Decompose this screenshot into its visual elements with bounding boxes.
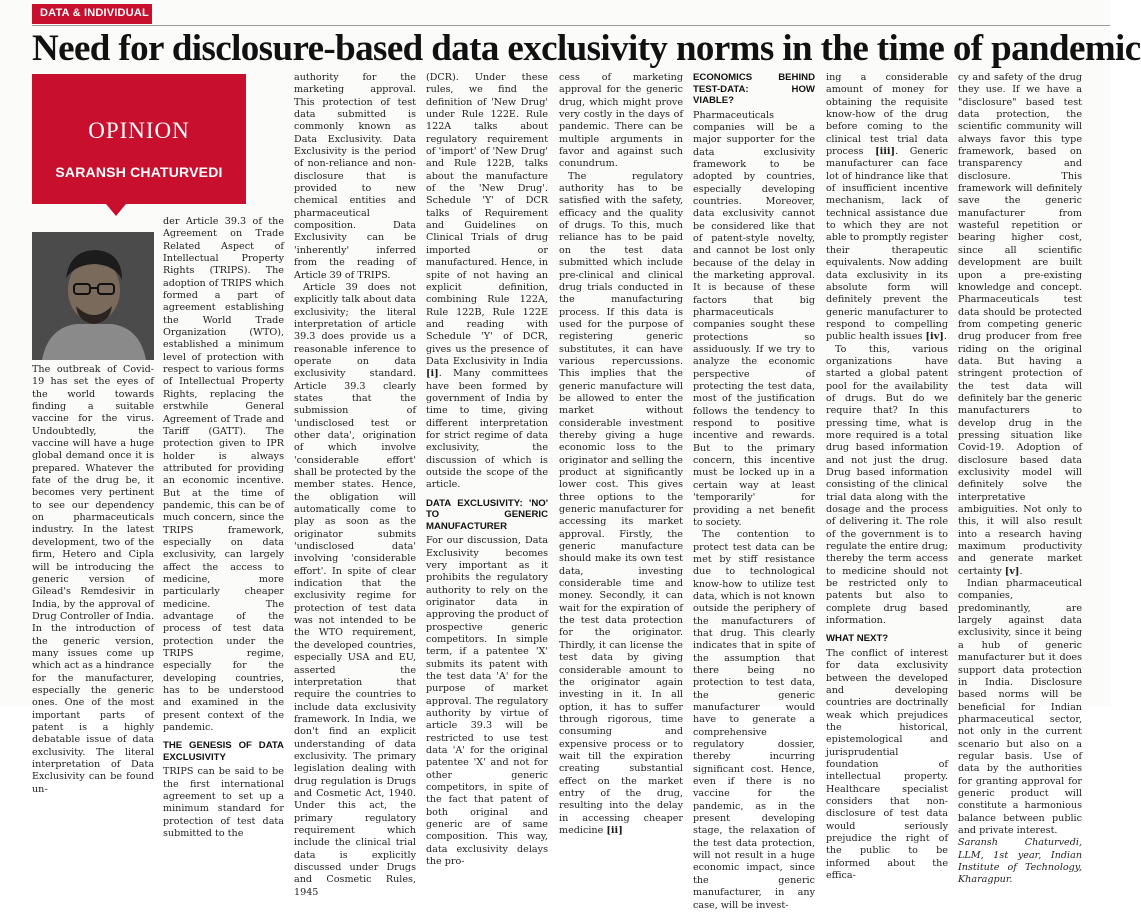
footnote-ref: [ii] xyxy=(606,824,623,836)
paragraph: Pharmaceuticals companies will be a major supporter for the data exclusivity framework to be adopted by countries, especially developing countries. Moreover, data exclusivity cannot be considered like that of patent-style novelty, and cannot be lost only because of the delay in the marketing approval. It is because of these factors that big pharmaceuticals companies sought these protections so assiduously. If we try to analyze the economic perspective of protecting the test data, most of the justification follows the tendency to respond to positive incentive and rewards. But to the primary concern, this incentive must be locked up in a certain way at least 'temporarily' for providing a net benefit to society. xyxy=(693,109,815,528)
paragraph: cess of marketing approval for the generic drug, which might prove very costly in the days of pandemic. There can be multiple arguments in favor and against such conundrum. xyxy=(559,72,683,170)
paragraph: The contention to protect test data can be met by stiff resistance due to technological know-how to utilize test data, which is not known outside the periphery of the manufacturers of that drug. This clearly indicates that in spite of the assumption that there being no protection to test data, the generic manufacturer would have to generate a comprehensive regulatory dossier, thereby incurring significant cost. Hence, even if there is no vaccine for the pandemic, as in the present developing stage, the relaxation of the test data protection, will not result in a huge economic impact, since the generic manufacturer, in any case, will be invest- xyxy=(693,529,815,911)
author-signature: Saransh Chaturvedi, LLM, 1st year, Indian Institute of Technology, Kharagpur. xyxy=(958,837,1082,886)
paragraph xyxy=(559,171,683,838)
column-5 xyxy=(559,72,683,836)
author-photo xyxy=(32,232,154,360)
paragraph: der Article 39.3 of the Agreement on Trade Related Aspect of Intellectual Property Rights (TRIPS). The adoption of TRIPS which formed a part of agreement establishing the World Trade Organization (WTO), established a minimum level of protection with respect to various forms of Intellectual Property Rights, replacing the erstwhile General Agreement of Trade and Tariff (GATT). The protection given to IPR holder is always attributed for providing an economic incentive. But at the time of pandemic, this can be of much concern, since the TRIPS framework, especially on data exclusivity, can largely affect the access to medicine, more particularly cheaper medicine. The advantage of the process of test data protection under the TRIPS regime, especially for the developing countries, has to be understood and examined in the present context of the pandemic. xyxy=(163,216,284,734)
section-tag: DATA & INDIVIDUAL xyxy=(32,4,152,24)
subheading: THE GENESIS OF DATA EXCLUSIVITY xyxy=(163,740,284,763)
author-byline: SARANSH CHATURVEDI xyxy=(55,164,223,180)
column-1 xyxy=(32,364,154,795)
paragraph-text: (DCR). Under these rules, we find the definition of 'New Drug' under Rule 122E. Rule 122A talks about regulatory requirement of 'import' of 'New Drug' and Rule 122B, talks about the manufacture of the 'New Drug'. Schedule 'Y' of DCR talks of Requirement and Guidelines on Clinical Trials of drug imported or manufactured. Hence, in spite of not having an explicit definition, combining Rule 122A, Rule 122B, Rule 122E and reading with Schedule 'Y' of DCR, gives us the presence of Data Exclusivity in India xyxy=(426,72,548,367)
column-7 xyxy=(826,72,948,882)
column-3 xyxy=(294,72,416,898)
top-rule xyxy=(32,25,1110,26)
subheading: ECONOMICS BEHIND TEST-DATA: HOW VIABLE? xyxy=(693,72,815,106)
opinion-label: OPINION xyxy=(88,118,190,143)
paragraph: TRIPS can be said to be the first international agreement to set up a minimum standard for protection of test data submitted to the xyxy=(163,766,284,840)
opinion-box-pointer xyxy=(106,204,126,216)
footnote-ref: [v] xyxy=(1004,565,1020,577)
paragraph: Article 39 does not explicitly talk about data exclusivity; the literal interpretation of article 39.3 does provide us a reasonable inference to operate on data exclusivity standard. Article 39.3 clearly states that the submission of 'undisclosed test or other data', origination of which involve 'considerable effort' shall be protected by the member states. Hence, the obligation will automatically come to play as soon as the originator submits 'undisclosed data' involving 'considerable effort'. In spite of clear indication that the exclusivity regime for protection of test data was not intended to be the WTO requirement, the developed countries, especially USA and EU, asserted the interpretation that require the countries to include data exclusivity framework. In India, we don't find an explicit understanding of data exclusivity. The primary legislation dealing with drug regulation is Drugs and Cosmetic Act, 1940. Under this act, the primary regulatory requirement which include the clinical trial data is explicitly discussed under Drugs and Cosmetic Rules, 1945 xyxy=(294,281,416,898)
paragraph xyxy=(426,72,548,492)
paragraph-text: ing a considerable amount of money for obtaining the requisite know-how of the drug before coming to the clinical test trial data process xyxy=(826,72,948,158)
footnote-ref: [i] xyxy=(426,368,439,380)
column-6 xyxy=(693,72,815,911)
paragraph: ing a considerable amount of money for obtaining the requisite know-how of the drug before coming to the clinical test trial data process [iii]. Generic manufacturer can face lot of hindrance like that of insufficient incentive mechanism, lack of technical assistance due to which they are not able to promptly register their therapeutic equivalents. Now adding data exclusivity in its absolute form will definitely prevent the generic manufacturer to respond to compelling public health issues [iv]. xyxy=(826,72,948,343)
column-2 xyxy=(163,216,284,840)
paragraph: Indian pharmaceutical companies, predominantly, are largely against data exclusivity, since it being a hub of generic manufacturer but it does support data protection in India. Disclosure based norms will be beneficial for Indian pharmaceutical sector, not only in the current scenario but also on a regular basis. Use of data by the authorities for granting approval for generic product will constitute a harmonious balance between public and private interest. xyxy=(958,578,1082,836)
paragraph: For our discussion, Data Exclusivity becomes very important as it prohibits the regulatory authority to rely on the originator data in approving the product of prospective generic competitors. In simple term, if a patentee 'X' submits its patent with the test data 'A' for the purpose of market approval. The regulatory authority by virtue of article 39.3 will be restricted to use test data 'A' for the original patentee 'X' and not for other generic competitors, in spite of the fact that patent of both original and generic are of same composition. This way, data exclusivity delays the pro- xyxy=(426,535,548,868)
subheading: WHAT NEXT? xyxy=(826,633,889,645)
paragraph: The outbreak of Covid-19 has set the eyes of the world towards finding a suitable vaccine for the virus. Undoubtedly, the vaccine will have a huge global demand once it is prepared. Whatever the fate of the drug be, it becomes very pertinent to see our dependency on pharmaceuticals industry. In the latest development, two of the firm, Hetero and Cipla will be introducing the generic version of Gilead's Remdesivir in India, by the approval of Drug Controller of India. In the introduction of the generic version, many issues come up which act as a hindrance for the manufacturer, especially the generic ones. One of the most important parts of patent is a highly debatable issue of data exclusivity. The literal interpretation of Data Exclusivity can be found un- xyxy=(32,364,154,795)
paragraph-text: cy and safety of the drug they use. If we have a "disclosure" based test data protection, the scientific community will always favor this type framework, based on transparency and disclosure. This framework will definitely save the generic manufacturer from wasteful repetition or bearing higher cost, since all scientific development are built upon a pre-existing knowledge and concept. Pharmaceuticals test data should be protected from competing generic drug producer from free riding on the original data. But having a stringent protection of the test data will definitely bar the generic manufacturers to develop drug in the pressing situation like Covid-19. Adoption of disclosure based data exclusivity model will definitely solve the interpretative ambiguities. Not only to this, it will also result into a research having maximum productivity and generate market certainty xyxy=(958,72,1082,577)
column-4 xyxy=(426,72,548,868)
paragraph: authority for the marketing approval. This protection of test data submitted is commonly known as Data Exclusivity. Data Exclusivity is the period of non-reliance and non-disclosure that is provided to new chemical entities and pharmaceutical composition. Data Exclusivity can be 'inherently' inferred from the reading of Article 39 of TRIPS. xyxy=(294,72,416,281)
paragraph: cy and safety of the drug they use. If we have a "disclosure" based test data protection, the scientific community will always favor this type framework, based on transparency and disclosure. This framework will definitely save the generic manufacturer from wasteful repetition or bearing higher cost, since all scientific development are built upon a pre-existing knowledge and concept. Pharmaceuticals test data should be protected from competing generic drug producer from free riding on the original data. But having a stringent protection of the test data will definitely bar the generic manufacturers to develop drug in the pressing situation like Covid-19. Adoption of disclosure based data exclusivity model will definitely solve the interpretative ambiguities. Not only to this, it will also result into a research having maximum productivity and generate market certainty [v]. xyxy=(958,72,1082,577)
paragraph-text: . Generic manufacturer can face lot of hindrance like that of insufficient incentive mechanism, lack of technical assistance due to which they are not able to promptly register their therapeutic equivalents. Now adding data exclusivity in its absolute form will definitely prevent the generic manufacturer to respond to compelling public health issues xyxy=(826,146,948,343)
footnote-ref: [iv] xyxy=(925,331,944,343)
paragraph-text: The regulatory authority has to be satisfied with the safety, efficacy and the quality of drugs. To this, much reliance has to be paid on the test data submitted which include pre-clinical and clinical drug trials conducted in the manufacturing process. If this data is used for the purpose of registering generic substitutes, it can have various repercussions. This implies that the generic manufacture will be allowed to enter the market without considerable investment thereby giving a huge economic loss to the originator and selling the product at significantly lower cost. This gives three options to the generic manufacturer for accessing its market approval. Firstly, the generic manufacture should make its own test data, investing considerable time and money. Secondly, it can wait for the expiration of the test data protection for the originator. Thirdly, it can license the test data by giving considerable amount to the originator again investing in it. In all option, it has to suffer through rigorous, time consuming and expensive process or to wait till the expiration creating substantial effect on the market entry of the drug, resulting into the delay in accessing cheaper medicine xyxy=(559,170,683,836)
opinion-box xyxy=(32,74,246,204)
subheading: DATA EXCLUSIVITY: 'NO' TO GENERIC MANUFACTURER xyxy=(426,497,548,532)
footnote-ref: [iii] xyxy=(875,146,896,158)
headline: Need for disclosure-based data exclusivity norms in the time of pandemic xyxy=(32,28,1141,69)
column-8 xyxy=(958,72,1082,886)
paragraph: To this, various organizations have started a global patent pool for the availability of drugs. But do we require that? In this pressing time, what is more required is a total drug based information and not just the drug. Drug based information consisting of the clinical trial data along with the dosage and the process of delivering it. The role of the government is to regulate the entire drug; thereby the term access to medicine should not be restricted only to patents but also to complete drug based information. xyxy=(826,343,948,627)
paragraph-text: . Many committees have been formed by government of India by time to time, giving different interpretation for strict regime of data exclusivity, the discussion of which is outside the scope of the article. xyxy=(426,368,548,491)
paragraph: The conflict of interest for data exclusivity between the developed and developing countries are doctrinally weak which prejudices the historical, epistemological and jurisprudential foundation of intellectual property. Healthcare specialist considers that non-disclosure of test data would seriously prejudice the right of the public to be informed about the effica- xyxy=(826,647,948,882)
